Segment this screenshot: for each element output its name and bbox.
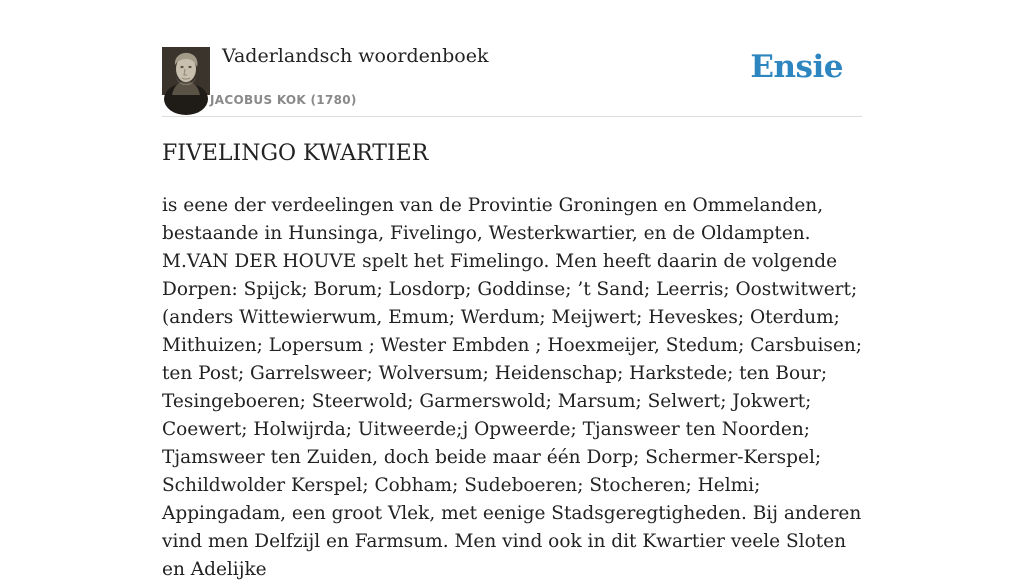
book-author[interactable]: JACOBUS KOK (1780) [210, 93, 357, 107]
book-header [162, 0, 862, 117]
entry-body: is eene der verdeelingen van de Provintie Groningen en Ommelanden, bestaande in Hunsinga, Fivelingo, Westerkwartier, en de Oldampten. M.VAN DER HOUVE spelt het Fimelingo. Men heeft daarin de volgende Dorpen: Spijck; Borum; Losdorp; Goddinse; ’t Sand; Leerris; Oostwitwert; (anders Wittewierwum, Emum; Werdum; Meijwert; Heveskes; Oterdum; Mithuizen; Lopersum ; Wester Embden ; Hoexmeijer, Stedum; Carsbuisen; ten Post; Garrelsweer; Wolversum; Heidenschap; Harkstede; ten Bour; Tesingeboeren; Steerwold; Garmerswold; Marsum; Selwert; Jokwert; Coewert; Holwijrda; Uitweerde;j Opweerde; Tjansweer ten Noorden; Tjamsweer ten Zuiden, doch beide maar één Dorp; Schermer-Kerspel; Schildwolder Kerspel; Cobham; Sudeboeren; Stocheren; Helmi; Appingadam, een groot Vlek, met eenige Stadsgeregtigheden. Bij anderen vind men Delfzijl en Farmsum. Men vind ook in dit Kwartier veele Sloten en Adelijke [162, 195, 862, 580]
ensie-logo-link[interactable]: Ensie [750, 49, 843, 85]
book-title[interactable]: Vaderlandsch woordenboek [222, 45, 489, 67]
author-portrait [162, 47, 210, 95]
entry-title: FIVELINGO KWARTIER [162, 141, 429, 166]
portrait-image [162, 47, 210, 95]
